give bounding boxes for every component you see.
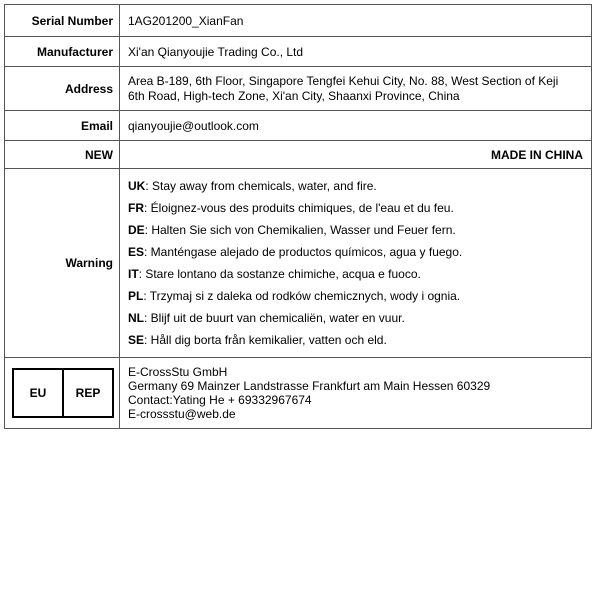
serial-number-row (5, 5, 592, 37)
eu-badge: EU (14, 370, 64, 416)
eu-rep-details (120, 358, 592, 429)
manufacturer-value: Xi'an Qianyoujie Trading Co., Ltd (120, 37, 592, 67)
email-row (5, 111, 592, 141)
eu-rep-contact: Contact:Yating He + 69332967674 (128, 393, 312, 407)
address-value (120, 67, 592, 111)
language-code: PL (128, 289, 144, 303)
warning-value (120, 169, 592, 358)
warning-item-pl (128, 285, 583, 307)
eu-rep-row (5, 358, 592, 429)
email-value: qianyoujie@outlook.com (120, 111, 592, 141)
warning-row (5, 169, 592, 358)
warning-text: : Éloignez-vous des produits chimiques, de l'eau et du feu. (144, 201, 454, 215)
eu-rep-address: Germany 69 Mainzer Landstrasse Frankfurt am Main Hessen 60329 (128, 379, 491, 393)
made-in-cell (120, 141, 592, 169)
language-code: SE (128, 333, 145, 347)
new-label: NEW (5, 141, 120, 169)
warning-item-de (128, 219, 583, 241)
warning-item-nl (128, 307, 583, 329)
warning-text: : Blijf uit de buurt van chemicaliën, water en vuur. (144, 311, 405, 325)
eu-rep-symbol (12, 368, 114, 418)
warning-text: : Halten Sie sich von Chemikalien, Wasser und Feuer fern. (144, 223, 456, 237)
email-label: Email (5, 111, 120, 141)
manufacturer-label: Manufacturer (5, 37, 120, 67)
address-label: Address (5, 67, 120, 111)
manufacturer-row (5, 37, 592, 67)
warning-text: : Trzymaj si z daleka od rodków chemicznych, wody i ognia. (143, 289, 461, 303)
language-code: FR (128, 201, 144, 215)
warning-item-se (128, 329, 583, 351)
address-row (5, 67, 592, 111)
product-label-table (4, 4, 592, 429)
serial-number-label: Serial Number (5, 5, 120, 37)
eu-rep-symbol-cell (5, 358, 120, 429)
language-code: DE (128, 223, 145, 237)
warning-list (128, 169, 583, 357)
warning-item-it (128, 263, 583, 285)
eu-rep-email: E-crossstu@web.de (128, 407, 236, 421)
address-line: Area B-189, 6th Floor, Singapore Tengfei Kehui City, No. 88, West Section of Keji (128, 73, 559, 88)
language-code: IT (128, 267, 139, 281)
eu-rep-company: E-CrossStu GmbH (128, 365, 228, 379)
serial-number-value: 1AG201200_XianFan (120, 5, 592, 37)
warning-text: : Stare lontano da sostanze chimiche, acqua e fuoco. (138, 267, 421, 281)
warning-text: : Håll dig borta från kemikalier, vatten och eld. (144, 333, 387, 347)
made-in-china-text: MADE IN CHINA (491, 147, 583, 162)
warning-item-fr (128, 197, 583, 219)
rep-badge: REP (75, 386, 101, 400)
warning-item-es (128, 241, 583, 263)
address-line: 6th Road, High-tech Zone, Xi'an City, Shaanxi Province, China (128, 88, 460, 103)
warning-text: : Stay away from chemicals, water, and fire. (145, 179, 377, 193)
language-code: UK (128, 179, 146, 193)
warning-item-uk (128, 175, 583, 197)
warning-text: : Manténgase alejado de productos químicos, agua y fuego. (144, 245, 463, 259)
new-row (5, 141, 592, 169)
warning-label: Warning (5, 169, 120, 358)
language-code: NL (128, 311, 144, 325)
language-code: ES (128, 245, 145, 259)
